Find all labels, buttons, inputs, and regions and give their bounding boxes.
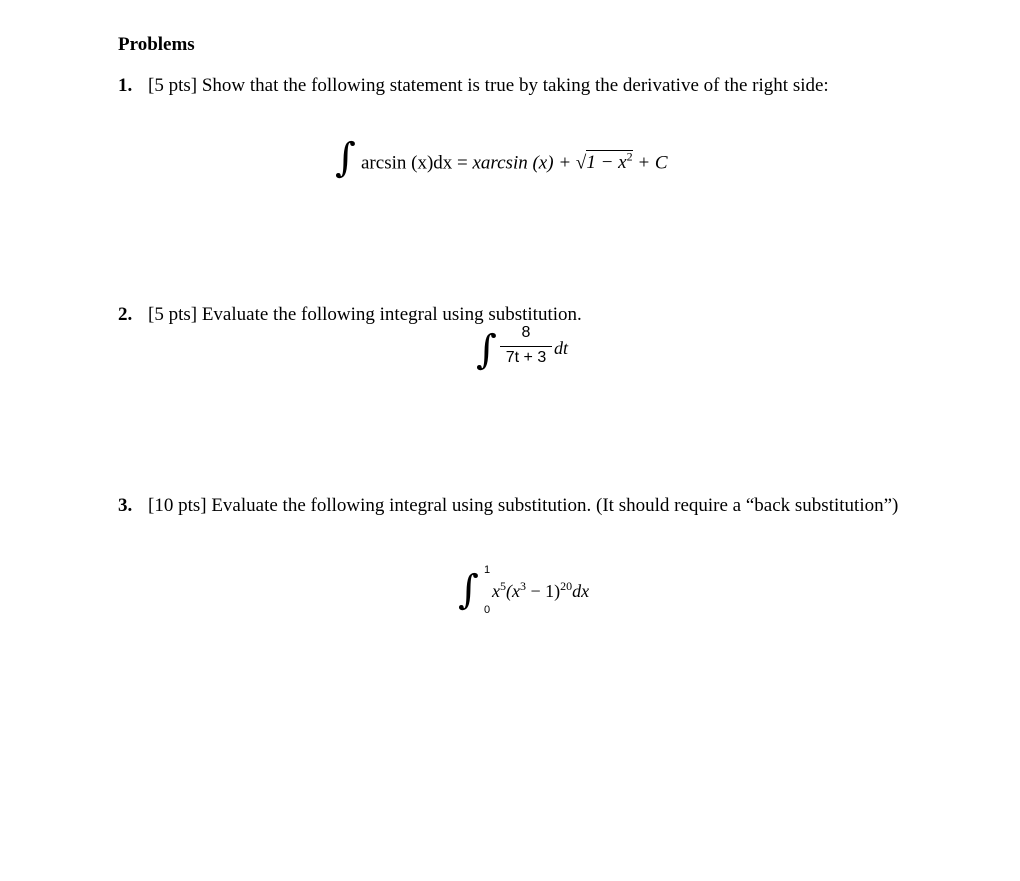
problem-number: 3. (118, 495, 133, 516)
differential: dt (554, 338, 569, 358)
integral-sign: ∫ (335, 135, 356, 181)
problem-text: [5 pts] Evaluate the following integral using substitution. (148, 304, 582, 325)
problem-text: [10 pts] Evaluate the following integral using substitution. (It should require a “back substitution”) (148, 495, 899, 516)
integrand: $x^5(x^3 - 1)^{20}dx$ (492, 579, 590, 601)
lower-limit: 0 (484, 604, 491, 616)
equation-3 (458, 562, 658, 622)
section-heading: Problems (118, 34, 195, 55)
problem-number: 1. (118, 75, 133, 96)
sqrt-sign: √ (575, 152, 587, 174)
upper-limit: 1 (484, 564, 491, 576)
radicand: $1 - x^2$ (586, 150, 633, 174)
integral-sign: ∫ (458, 567, 479, 613)
fraction-denominator: 7t + 3 (505, 349, 547, 366)
problem-text: [5 pts] Show that the following statement is true by taking the derivative of the right side: (148, 75, 829, 96)
integral-sign: ∫ (476, 327, 497, 373)
equation-1 (335, 136, 735, 192)
equation-rhs-b: + C (632, 152, 668, 174)
problem-1 (118, 74, 898, 124)
equation-rhs-a: xarcsin (x) + (472, 152, 576, 174)
problem-3 (118, 494, 898, 544)
fraction-numerator: 8 (521, 324, 531, 341)
problem-number: 2. (118, 304, 133, 325)
fraction-bar (500, 346, 552, 347)
equation-lhs: arcsin (x)dx = (361, 152, 473, 174)
equation-2 (476, 324, 596, 380)
